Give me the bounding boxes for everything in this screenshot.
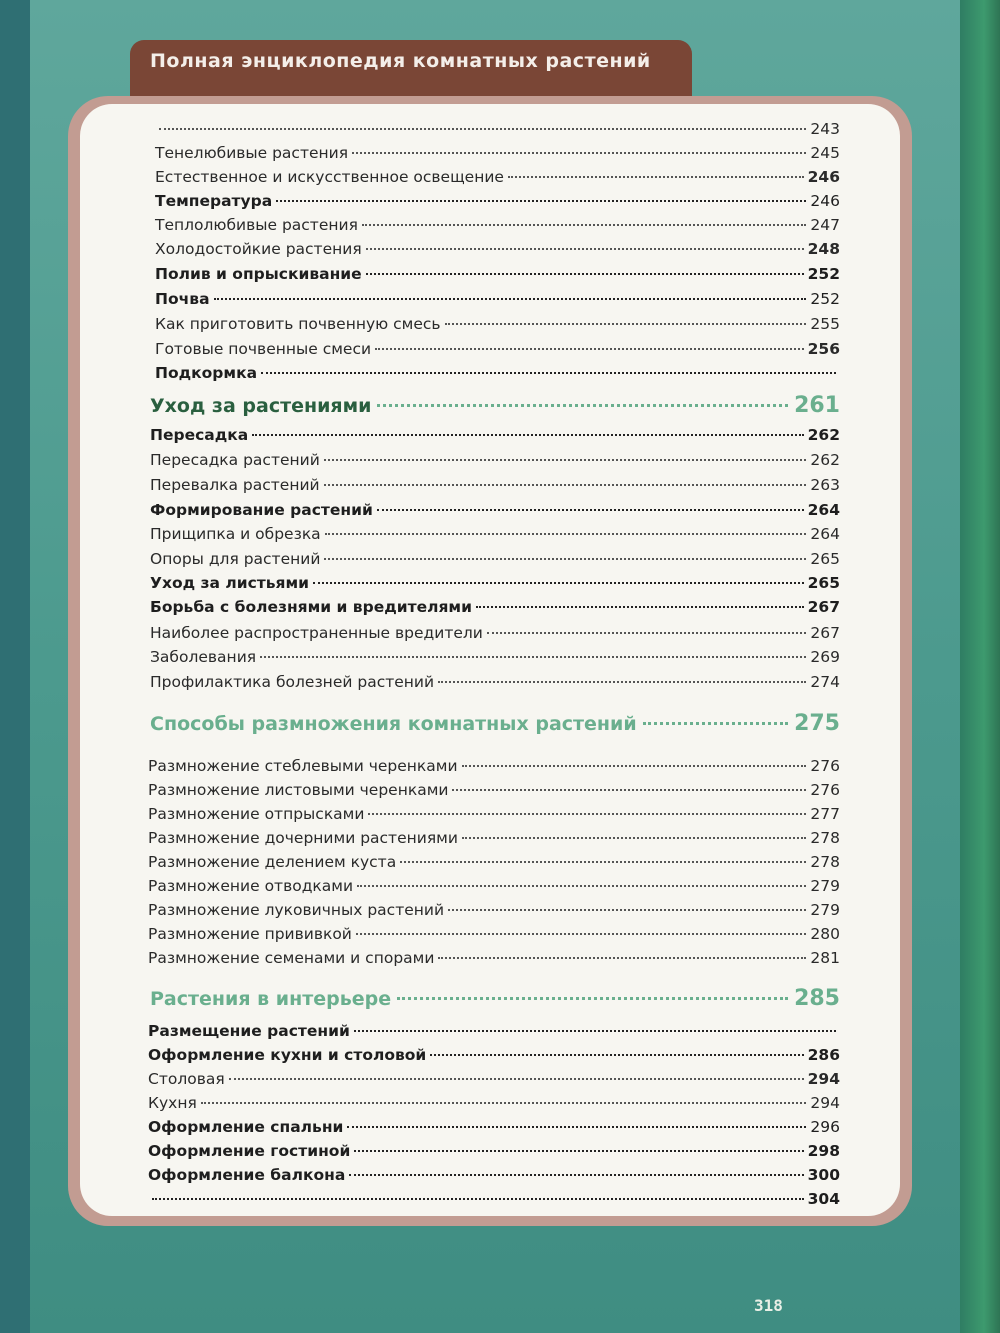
toc-entry <box>148 755 840 777</box>
toc-entry-title: Профилактика болезней растений <box>150 673 435 691</box>
toc-entry-title: Столовая <box>148 1070 225 1088</box>
book-title: Полная энциклопедия комнатных растений <box>150 50 651 72</box>
book-spine <box>960 0 1000 1333</box>
toc-entry <box>150 449 840 471</box>
dot-leader <box>438 957 806 959</box>
dot-leader <box>462 765 807 767</box>
toc-entry <box>155 263 840 285</box>
toc-page-number: 265 <box>810 550 840 568</box>
toc-entry-title: Размножение отводками <box>148 877 354 895</box>
toc-page-number: 294 <box>810 1094 840 1112</box>
dot-leader <box>377 404 788 407</box>
toc-entry-title: Размножение отпрысками <box>148 805 365 823</box>
toc-entry-title: Оформление балкона <box>148 1166 346 1184</box>
toc-entry-title: Полив и опрыскивание <box>155 265 362 283</box>
toc-page-number: 264 <box>807 501 840 519</box>
dot-leader <box>352 152 806 154</box>
dot-leader <box>152 1198 804 1200</box>
toc-entry <box>155 338 840 360</box>
toc-entry-title: Теплолюбивые растения <box>155 216 358 234</box>
toc-entry-title: Борьба с болезнями и вредителями <box>150 598 472 616</box>
toc-section <box>150 985 840 1013</box>
toc-page-number: 278 <box>810 829 840 847</box>
toc-entry-title: Перевалка растений <box>150 476 320 494</box>
toc-entry-title: Размножение листовыми черенками <box>148 781 449 799</box>
toc-entry-title: Размножение прививкой <box>148 925 352 943</box>
dot-leader <box>448 909 806 911</box>
toc-entry-title: Пересадка растений <box>150 451 320 469</box>
toc-page-number: 275 <box>794 711 840 736</box>
toc-entry-title: Кухня <box>148 1094 197 1112</box>
toc-entry-title: Размещение растений <box>148 1022 350 1040</box>
toc-page-number: 261 <box>794 393 840 418</box>
toc-page-number: 256 <box>807 340 840 358</box>
dot-leader <box>261 372 836 374</box>
toc-page-number: 286 <box>807 1046 840 1064</box>
toc-entry-title: Почва <box>155 290 210 308</box>
dot-leader <box>276 200 806 202</box>
dot-leader <box>354 1150 803 1152</box>
toc-entry-title: Наиболее распространенные вредители <box>150 624 483 642</box>
dot-leader <box>445 323 807 325</box>
dot-leader <box>325 533 807 535</box>
dot-leader <box>324 484 807 486</box>
toc-entry <box>155 142 840 164</box>
toc-page-number: 243 <box>810 120 840 138</box>
toc-entry <box>148 851 840 873</box>
toc-section <box>150 392 840 420</box>
toc-page-number: 245 <box>810 144 840 162</box>
dot-leader <box>487 632 807 634</box>
toc-entry-title: Оформление гостиной <box>148 1142 351 1160</box>
toc-entry <box>148 947 840 969</box>
toc-page-number: 262 <box>810 451 840 469</box>
toc-page-number: 255 <box>810 315 840 333</box>
toc-entry <box>150 499 840 521</box>
toc-page-number: 267 <box>810 624 840 642</box>
toc-entry <box>155 362 840 384</box>
toc-entry-title: Прищипка и обрезка <box>150 525 321 543</box>
toc-entry-title: Естественное и искусственное освещение <box>155 168 504 186</box>
dot-leader <box>377 509 804 511</box>
toc-entry <box>148 1020 840 1042</box>
toc-entry <box>150 523 840 545</box>
dot-leader <box>357 885 806 887</box>
dot-leader <box>229 1078 804 1080</box>
toc-page-number: 274 <box>810 673 840 691</box>
dot-leader <box>397 997 788 1000</box>
toc-page-number: 285 <box>794 986 840 1011</box>
toc-entry-title: Заболевания <box>150 648 257 666</box>
toc-entry-title: Холодостойкие растения <box>155 240 362 258</box>
toc-entry <box>155 190 840 212</box>
toc-page-number: 247 <box>810 216 840 234</box>
toc-entry-title: Формирование растений <box>150 501 373 519</box>
toc-entry-title: Подкормка <box>155 364 258 382</box>
dot-leader <box>438 681 806 683</box>
toc-page-number: 278 <box>810 853 840 871</box>
toc-page-number: 294 <box>807 1070 840 1088</box>
toc-page-number: 269 <box>810 648 840 666</box>
toc-entry <box>155 288 840 310</box>
toc-entry <box>148 1092 840 1114</box>
toc-entry <box>155 118 840 140</box>
toc-page-number: 300 <box>807 1166 840 1184</box>
toc-entry-title: Уход за листьями <box>150 574 310 592</box>
toc-section-title: Растения в интерьере <box>150 988 392 1010</box>
toc-entry-title: Оформление кухни и столовой <box>148 1046 427 1064</box>
toc-page-number: 304 <box>807 1190 840 1208</box>
toc-page-number: 296 <box>810 1118 840 1136</box>
toc-page-number: 276 <box>810 757 840 775</box>
dot-leader <box>324 459 807 461</box>
toc-entry-title: Размножение дочерними растениями <box>148 829 458 847</box>
toc-entry <box>148 1068 840 1090</box>
toc-page-number: 265 <box>807 574 840 592</box>
dot-leader <box>400 861 806 863</box>
toc-entry <box>148 1188 840 1210</box>
toc-page-number: 281 <box>810 949 840 967</box>
toc-page-number: 277 <box>810 805 840 823</box>
dot-leader <box>462 837 806 839</box>
toc-entry <box>155 166 840 188</box>
toc-entry-title: Размножение стеблевыми черенками <box>148 757 458 775</box>
toc-page-number: 280 <box>810 925 840 943</box>
toc-entry <box>155 214 840 236</box>
dot-leader <box>201 1102 807 1104</box>
toc-page-number: 263 <box>810 476 840 494</box>
page-number: 318 <box>754 1296 783 1315</box>
dot-leader <box>347 1126 806 1128</box>
toc-entry <box>148 803 840 825</box>
toc-entry <box>155 238 840 260</box>
dot-leader <box>368 813 806 815</box>
toc-entry-title: Размножение луковичных растений <box>148 901 445 919</box>
dot-leader <box>159 128 806 130</box>
toc-entry-title: Оформление спальни <box>148 1118 344 1136</box>
toc-entry-title: Размножение семенами и спорами <box>148 949 435 967</box>
dot-leader <box>375 348 804 350</box>
dot-leader <box>260 656 806 658</box>
toc-section-title: Уход за растениями <box>150 395 372 417</box>
toc-entry <box>148 899 840 921</box>
toc-entry <box>150 572 840 594</box>
dot-leader <box>252 434 803 436</box>
dot-leader <box>313 582 804 584</box>
toc-entry <box>150 671 840 693</box>
toc-page-number: 298 <box>807 1142 840 1160</box>
toc-page-number: 248 <box>807 240 840 258</box>
toc-page-number: 252 <box>807 265 840 283</box>
dot-leader <box>366 248 804 250</box>
dot-leader <box>356 933 807 935</box>
toc-entry <box>148 1116 840 1138</box>
dot-leader <box>430 1054 803 1056</box>
toc-entry <box>150 646 840 668</box>
toc-entry-title: Как приготовить почвенную смесь <box>155 315 441 333</box>
toc-entry-title: Опоры для растений <box>150 550 321 568</box>
toc-entry <box>148 875 840 897</box>
toc-entry-title: Размножение делением куста <box>148 853 397 871</box>
toc-entry <box>150 596 840 618</box>
dot-leader <box>354 1030 836 1032</box>
dot-leader <box>508 176 804 178</box>
toc-page-number: 262 <box>807 426 840 444</box>
toc-entry <box>150 548 840 570</box>
toc-page-number: 246 <box>807 168 840 186</box>
toc-entry-title: Готовые почвенные смеси <box>155 340 372 358</box>
toc-entry <box>148 1140 840 1162</box>
toc-entry <box>148 827 840 849</box>
dot-leader <box>476 606 804 608</box>
toc-entry <box>148 1044 840 1066</box>
toc-entry-title: Тенелюбивые растения <box>155 144 349 162</box>
toc-page-number: 252 <box>810 290 840 308</box>
toc-entry-title: Температура <box>155 192 273 210</box>
toc-page-number: 276 <box>810 781 840 799</box>
toc-page-number: 264 <box>810 525 840 543</box>
dot-leader <box>362 224 806 226</box>
toc-entry-title: Пересадка <box>150 426 249 444</box>
toc-page-number: 267 <box>807 598 840 616</box>
toc-entry <box>150 622 840 644</box>
toc-entry <box>155 313 840 335</box>
toc-page-number: 279 <box>810 877 840 895</box>
dot-leader <box>349 1174 803 1176</box>
toc-entry <box>148 1164 840 1186</box>
dot-leader <box>452 789 806 791</box>
dot-leader <box>324 558 806 560</box>
toc-entry <box>148 779 840 801</box>
toc-page-number: 246 <box>810 192 840 210</box>
toc-entry <box>150 424 840 446</box>
toc-section <box>150 710 840 738</box>
dot-leader <box>214 298 807 300</box>
toc-entry <box>148 923 840 945</box>
dot-leader <box>366 273 804 275</box>
toc-entry <box>150 474 840 496</box>
dot-leader <box>643 722 788 725</box>
toc-page-number: 279 <box>810 901 840 919</box>
toc-section-title: Способы размножения комнатных растений <box>150 713 637 735</box>
